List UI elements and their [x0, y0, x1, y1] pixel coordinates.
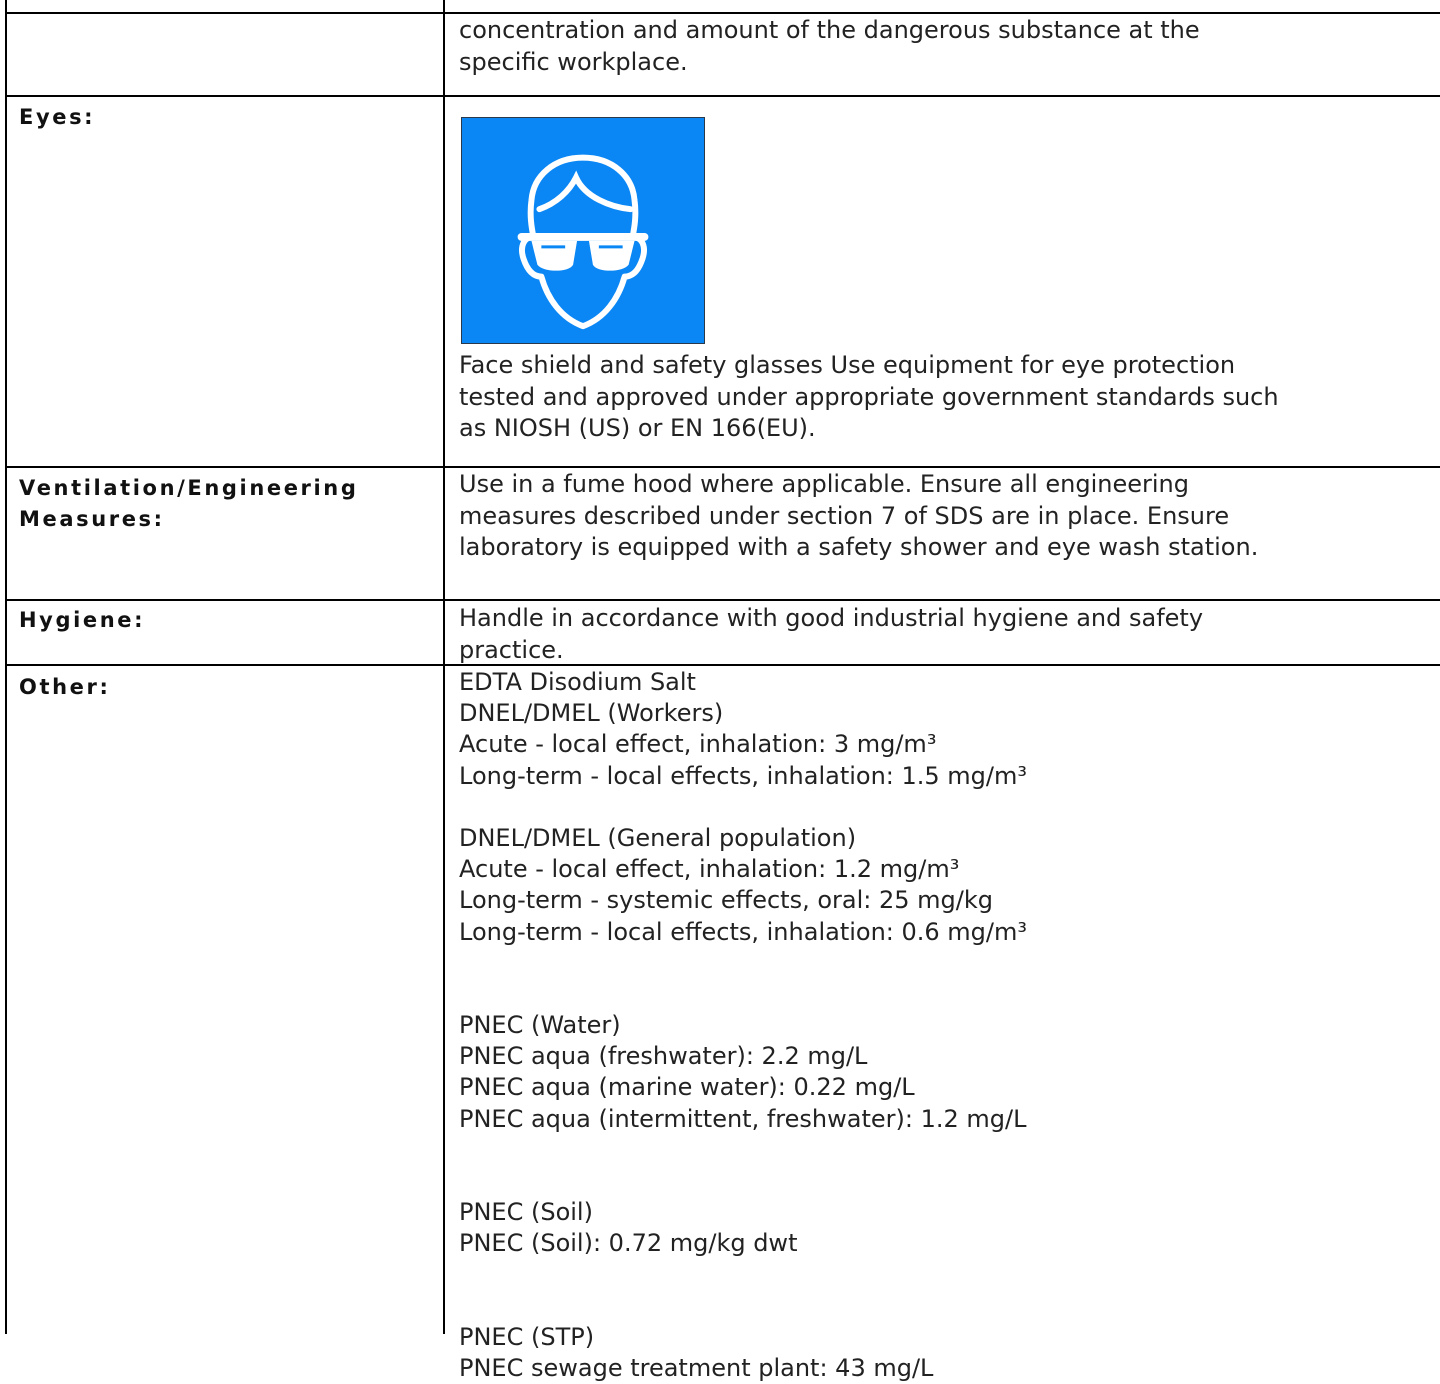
- other-line: EDTA Disodium Salt: [459, 668, 696, 696]
- other-line: Long-term - local effects, inhalation: 0.6 mg/m³: [459, 917, 1027, 946]
- row-divider-1: [5, 95, 1440, 97]
- other-details: [459, 667, 1027, 1384]
- hygiene-text: Handle in accordance with good industrial hygiene and safety practice.: [459, 604, 1204, 664]
- other-line: [459, 1260, 1027, 1291]
- other-line: PNEC (Soil): 0.72 mg/kg dwt: [459, 1229, 798, 1258]
- other-line: [459, 1166, 1027, 1197]
- safety-glasses-icon: [461, 117, 705, 344]
- top-row-text: concentration and amount of the dangerous substance at the specific workplace.: [459, 16, 1200, 76]
- other-line: PNEC aqua (intermittent, freshwater): 1.2 mg/L: [459, 1104, 1027, 1133]
- other-line: PNEC aqua (marine water): 0.22 mg/L: [459, 1073, 915, 1102]
- other-line: PNEC (Water): [459, 1011, 621, 1040]
- other-line: Long-term - local effects, inhalation: 1.5 mg/m³: [459, 761, 1027, 790]
- eyes-label: Eyes:: [19, 105, 96, 129]
- other-line: [459, 979, 1027, 1010]
- table-column-divider: [443, 0, 445, 1334]
- other-line: Acute - local effect, inhalation: 1.2 mg/m³: [459, 855, 960, 884]
- other-line: PNEC (Soil): [459, 1198, 593, 1227]
- eyes-text: Face shield and safety glasses Use equipment for eye protection tested and approved under appropriate government standards such as NIOSH (US) or EN 166(EU).: [459, 351, 1279, 442]
- other-label: Other:: [19, 675, 111, 699]
- row-divider-2: [5, 466, 1440, 468]
- ventilation-label-line1: Ventilation/Engineering: [19, 476, 359, 500]
- hygiene-label: Hygiene:: [19, 608, 146, 632]
- other-line: [459, 1135, 1027, 1166]
- other-line: Acute - local effect, inhalation: 3 mg/m³: [459, 730, 937, 759]
- other-line: PNEC sewage treatment plant: 43 mg/L: [459, 1354, 934, 1383]
- other-line: [459, 948, 1027, 979]
- table-border-top: [5, 12, 1440, 14]
- row-divider-3: [5, 599, 1440, 601]
- ventilation-text: Use in a fume hood where applicable. Ensure all engineering measures described under section 7 of SDS are in place. Ensure laboratory is equipped with a safety shower and eye wash station.: [459, 470, 1259, 561]
- other-line: DNEL/DMEL (Workers): [459, 699, 724, 728]
- ventilation-label-line2: Measures:: [19, 507, 165, 531]
- other-line: PNEC aqua (freshwater): 2.2 mg/L: [459, 1042, 868, 1071]
- table-border-left: [5, 0, 7, 1334]
- other-line: [459, 1291, 1027, 1322]
- other-line: PNEC (STP): [459, 1322, 595, 1351]
- other-line: [459, 792, 1027, 823]
- other-line: DNEL/DMEL (General population): [459, 823, 857, 852]
- other-line: Long-term - systemic effects, oral: 25 mg/kg: [459, 886, 993, 915]
